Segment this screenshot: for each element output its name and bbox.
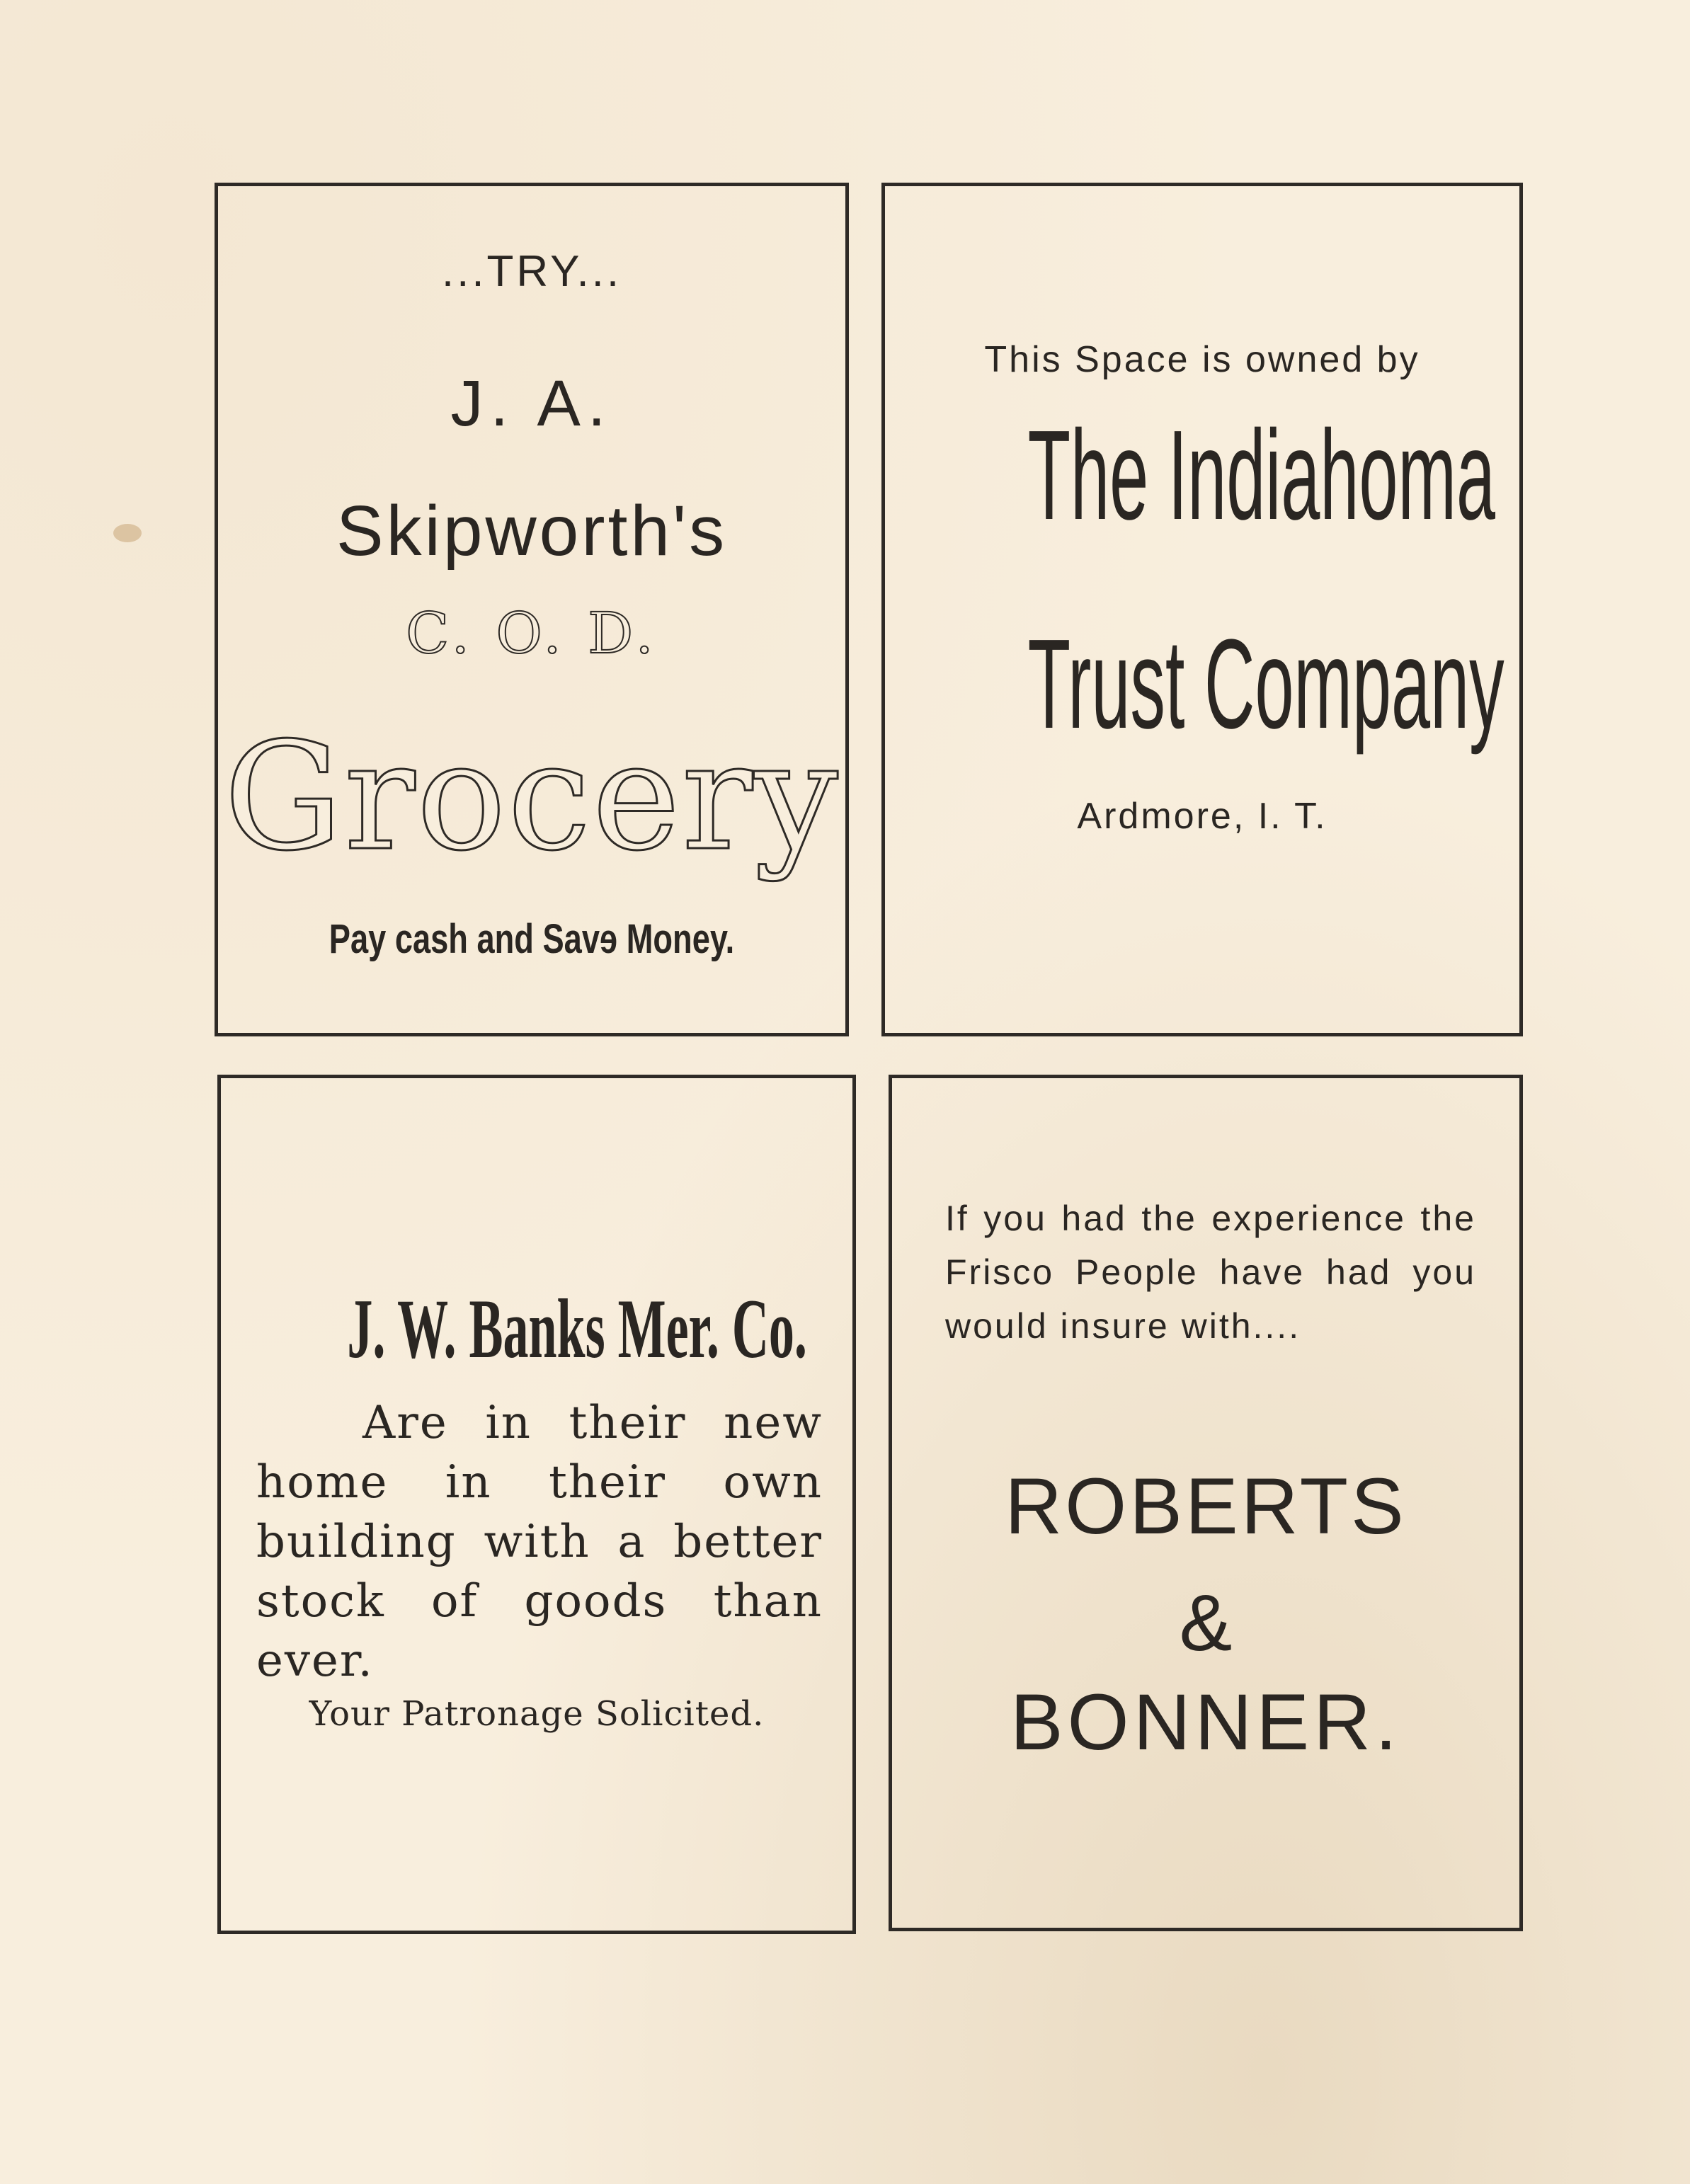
ad-indiahoma-trust xyxy=(881,183,1523,1036)
ad-try-heading: ...TRY... xyxy=(441,247,622,296)
ad-patronage: Your Patronage Solicited. xyxy=(309,1694,765,1734)
ad-owned-by-label: This Space is owned by xyxy=(984,339,1420,380)
ad-bonner-line: BONNER. xyxy=(1010,1678,1402,1766)
paper-stain xyxy=(113,524,142,542)
ad-banks-body: Are in their new home in their own building with a better stock of goods than ever. xyxy=(256,1397,823,1687)
ad-banks-mercantile xyxy=(217,1075,856,1934)
ad-company-name-line1: The Indiahoma xyxy=(1027,404,1496,547)
ad-business-name: Skipworth's xyxy=(336,491,728,571)
ad-roberts-bonner xyxy=(889,1075,1523,1931)
ad-grocery-title: Grocery xyxy=(224,710,840,884)
ad-skipworth-grocery xyxy=(215,183,849,1036)
ad-cod-label: C. O. D. xyxy=(406,600,658,666)
ad-initials: J. A. xyxy=(450,367,613,440)
ad-banks-name: J. W. Banks Mer. Co. xyxy=(347,1281,807,1376)
ad-ampersand: & xyxy=(1179,1579,1233,1667)
ad-roberts-line: ROBERTS xyxy=(1005,1462,1407,1550)
ad-location: Ardmore, I. T. xyxy=(1077,796,1328,837)
ad-tagline: Pay cash and Savɘ Money. xyxy=(329,916,735,962)
ad-company-name-line2: Trust Company xyxy=(1027,613,1505,755)
ad-insure-intro: If you had the experience the Frisco People have had you would insure with.... xyxy=(945,1199,1476,1346)
